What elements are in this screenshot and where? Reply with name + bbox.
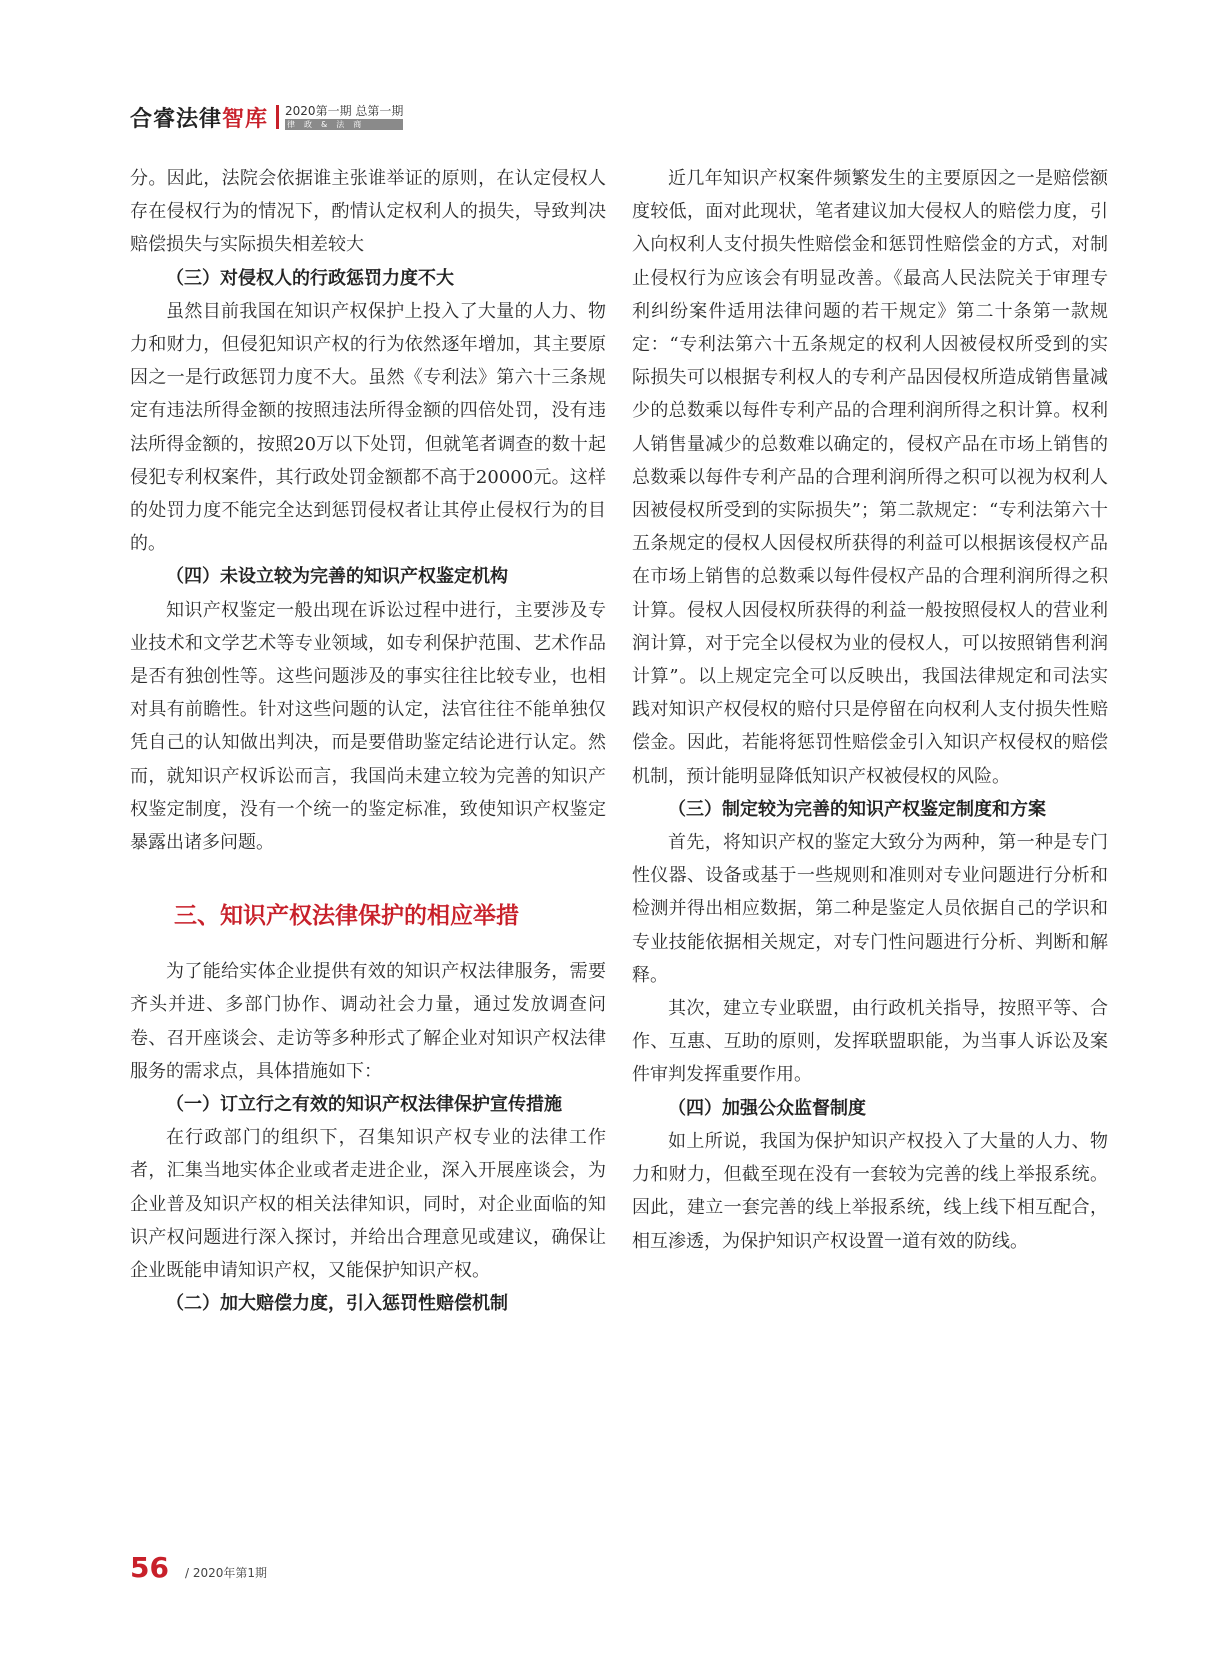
issue-subtitle: 律政&法商 [285, 119, 403, 130]
chapter-heading: 三、知识产权法律保护的相应举措 [174, 903, 519, 930]
section-heading: （四）加强公众监督制度 [668, 1097, 866, 1119]
section-heading: （三）制定较为完善的知识产权鉴定制度和方案 [668, 798, 1046, 820]
paragraph: 知识产权鉴定一般出现在诉讼过程中进行，主要涉及专业技术和文学艺术等专业领域，如专利保护范围、艺术作品是否有独创性等。这些问题涉及的事实往往比较专业，也相对具有前瞻性。针对这些问题的认定，法官往往不能单独仅凭自己的认知做出判决，而是要借助鉴定结论进行认定。然而，就知识产权诉讼而言，我国尚未建立较为完善的知识产权鉴定制度，没有一个统一的鉴定标准，致使知识产权鉴定暴露出诸多问题。 [130, 599, 606, 854]
paragraph: 分。因此，法院会依据谁主张谁举证的原则，在认定侵权人存在侵权行为的情况下，酌情认定权利人的损失，导致判决赔偿损失与实际损失相差较大 [130, 168, 606, 256]
masthead-divider [276, 105, 279, 129]
masthead [130, 102, 403, 132]
paragraph: 为了能给实体企业提供有效的知识产权法律服务，需要齐头并进、多部门协作、调动社会力量，通过发放调查问卷、召开座谈会、走访等多种形式了解企业对知识产权法律服务的需求点，具体措施如下： [130, 961, 606, 1082]
page-footer [130, 1551, 267, 1584]
page-number: 56 [130, 1551, 169, 1584]
brand-title: 合睿法律智库 [130, 106, 269, 132]
paragraph: 其次，建立专业联盟，由行政机关指导，按照平等、合作、互惠、互助的原则，发挥联盟职能，为当事人诉讼及案件审判发挥重要作用。 [632, 998, 1108, 1086]
section-heading: （四）未设立较为完善的知识产权鉴定机构 [166, 566, 508, 588]
issue-info [285, 104, 403, 130]
left-column [130, 162, 606, 1321]
section-heading: （三）对侵权人的行政惩罚力度不大 [166, 267, 454, 289]
right-column [632, 162, 1108, 1258]
paragraph: 近几年知识产权案件频繁发生的主要原因之一是赔偿额度较低，面对此现状，笔者建议加大侵权人的赔偿力度，引入向权利人支付损失性赔偿金和惩罚性赔偿金的方式，对制止侵权行为应该会有明显改善。《最高人民法院关于审理专利纠纷案件适用法律问题的若干规定》第二十条第一款规定：“专利法第六十五条规定的权利人因被侵权所受到的实际损失可以根据专利权人的专利产品因侵权所造成销售量减少的总数乘以每件专利产品的合理利润所得之积计算。权利人销售量减少的总数难以确定的，侵权产品在市场上销售的总数乘以每件专利产品的合理利润所得之积可以视为权利人因被侵权所受到的实际损失”；第二款规定：“专利法第六十五条规定的侵权人因侵权所获得的利益可以根据该侵权产品在市场上销售的总数乘以每件侵权产品的合理利润所得之积计算。侵权人因侵权所获得的利益一般按照侵权人的营业利润计算，对于完全以侵权为业的侵权人，可以按照销售利润计算”。以上规定完全可以反映出，我国法律规定和司法实践对知识产权侵权的赔付只是停留在向权利人支付损失性赔偿金。因此，若能将惩罚性赔偿金引入知识产权侵权的赔偿机制，预计能明显降低知识产权被侵权的风险。 [632, 168, 1108, 787]
issue-label: 2020第一期 总第一期 [285, 104, 404, 118]
paragraph: 在行政部门的组织下，召集知识产权专业的法律工作者，汇集当地实体企业或者走进企业，深入开展座谈会，为企业普及知识产权的相关法律知识，同时，对企业面临的知识产权问题进行深入探讨，并给出合理意见或建议，确保让企业既能申请知识产权，又能保护知识产权。 [130, 1127, 606, 1282]
paragraph: 如上所说，我国为保护知识产权投入了大量的人力、物力和财力，但截至现在没有一套较为完善的线上举报系统。因此，建立一套完善的线上举报系统，线上线下相互配合，相互渗透，为保护知识产权设置一道有效的防线。 [632, 1130, 1108, 1252]
section-heading: （二）加大赔偿力度，引入惩罚性赔偿机制 [166, 1293, 508, 1315]
footer-issue: / 2020年第1期 [184, 1566, 268, 1580]
paragraph: 首先，将知识产权的鉴定大致分为两种，第一种是专门性仪器、设备或基于一些规则和准则对专业问题进行分析和检测并得出相应数据，第二种是鉴定人员依据自己的学识和专业技能依据相关规定，对专门性问题进行分析、判断和解释。 [632, 832, 1108, 986]
paragraph: 虽然目前我国在知识产权保护上投入了大量的人力、物力和财力，但侵犯知识产权的行为依然逐年增加，其主要原因之一是行政惩罚力度不大。虽然《专利法》第六十三条规定有违法所得金额的按照违法所得金额的四倍处罚，没有违法所得金额的，按照20万以下处罚，但就笔者调查的数十起侵犯专利权案件，其行政处罚金额都不高于20000元。这样的处罚力度不能完全达到惩罚侵权者让其停止侵权行为的目的。 [130, 300, 606, 555]
section-heading: （一）订立行之有效的知识产权法律保护宣传措施 [166, 1094, 562, 1116]
